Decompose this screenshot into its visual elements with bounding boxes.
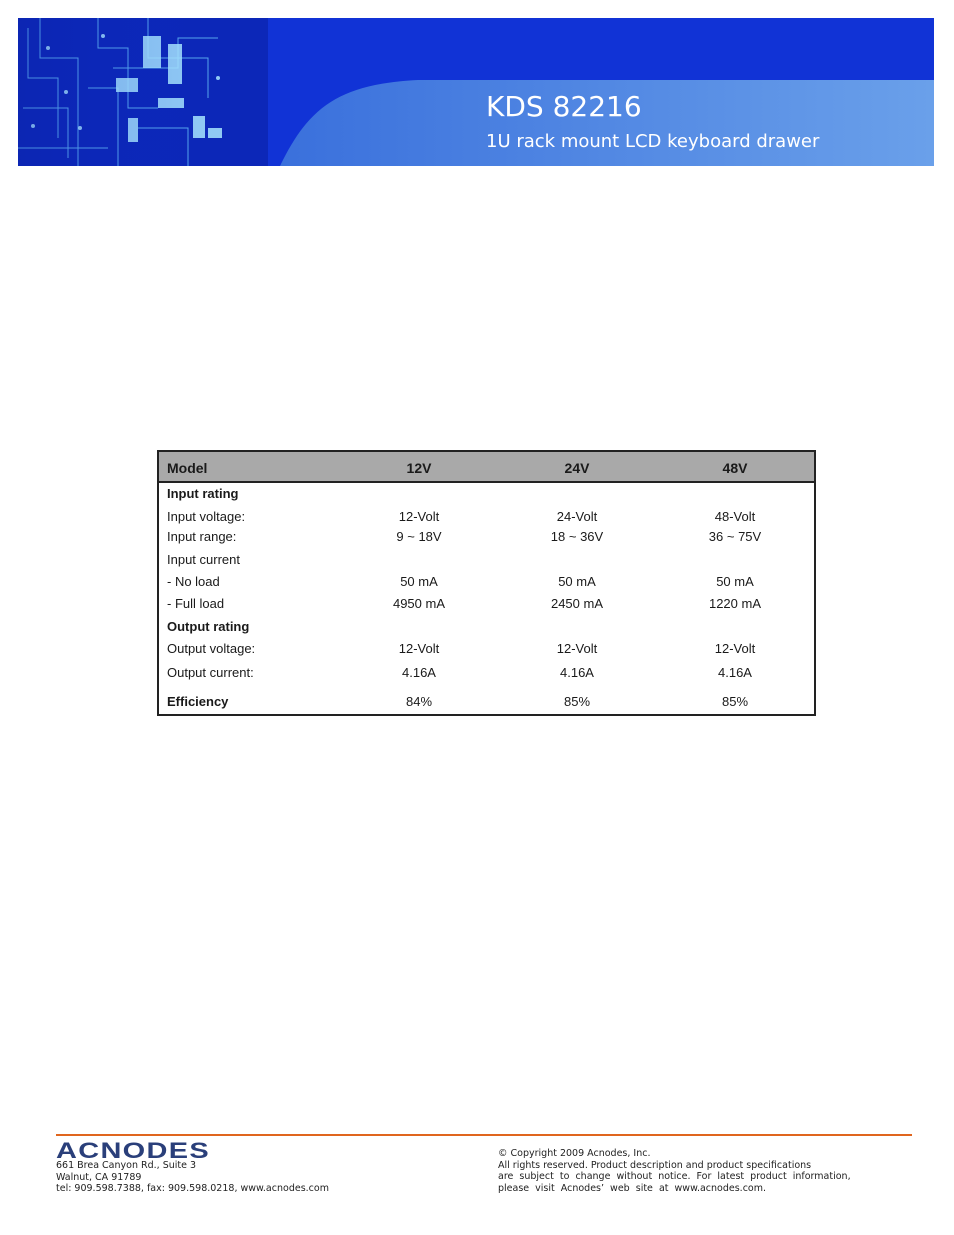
copyright-line: please visit Acnodes’ web site at www.acnodes.com. — [498, 1182, 767, 1194]
cell-24v: 4.16A — [560, 665, 594, 680]
address-line: 661 Brea Canyon Rd., Suite 3 — [56, 1160, 197, 1171]
cell-24v: 85% — [563, 694, 591, 709]
power-spec-table — [157, 450, 816, 716]
row-label: Output current: — [167, 665, 254, 680]
copyright-line: All rights reserved. Product description and product specifications — [498, 1159, 812, 1171]
row-label: Efficiency — [167, 694, 229, 709]
header-model: Model — [167, 460, 208, 476]
footer-divider — [56, 1134, 912, 1136]
cell-24v: 2450 mA — [550, 596, 604, 611]
cell-12v: 50 mA — [400, 574, 438, 589]
document-title: KDS 82216 — [486, 90, 642, 123]
copyright-notice — [498, 1148, 851, 1194]
address-line: Walnut, CA 91789 — [56, 1171, 142, 1183]
cell-12v: 9 ~ 18V — [396, 529, 442, 544]
row-label: Output rating — [167, 619, 250, 634]
cell-24v: 24-Volt — [556, 509, 598, 524]
cell-12v: 12-Volt — [398, 509, 440, 524]
cell-24v: 50 mA — [558, 574, 596, 589]
contact-line: tel: 909.598.7388, fax: 909.598.0218, www.acnodes.com — [56, 1183, 329, 1194]
row-label: Output voltage: — [167, 641, 256, 656]
company-address — [56, 1160, 329, 1195]
acnodes-logo — [56, 1138, 212, 1160]
row-label: Input current — [167, 552, 240, 567]
cell-24v: 18 ~ 36V — [550, 529, 604, 544]
row-label: - Full load — [167, 596, 225, 611]
cell-48v: 4.16A — [718, 665, 752, 680]
header-12v: 12V — [406, 460, 432, 476]
cell-48v: 1220 mA — [708, 596, 762, 611]
copyright-line: © Copyright 2009 Acnodes, Inc. — [498, 1148, 651, 1159]
header-48v: 48V — [722, 460, 748, 476]
header-banner — [18, 18, 934, 166]
cell-48v: 12-Volt — [714, 641, 756, 656]
header-24v: 24V — [564, 460, 590, 476]
cell-24v: 12-Volt — [556, 641, 598, 656]
copyright-line: are subject to change without notice. For latest product information, — [498, 1171, 851, 1182]
svg-text:ACNODES: ACNODES — [56, 1138, 210, 1160]
cell-12v: 4950 mA — [392, 596, 446, 611]
row-label: Input range: — [167, 529, 237, 544]
cell-48v: 48-Volt — [714, 509, 756, 524]
cell-48v: 85% — [721, 694, 749, 709]
table-header-row — [159, 452, 814, 483]
cell-48v: 50 mA — [716, 574, 754, 589]
document-subtitle: 1U rack mount LCD keyboard drawer — [486, 131, 820, 152]
row-label: Input rating — [167, 486, 239, 501]
row-label: - No load — [167, 574, 220, 589]
cell-12v: 4.16A — [402, 665, 436, 680]
cell-48v: 36 ~ 75V — [708, 529, 762, 544]
cell-12v: 84% — [405, 694, 433, 709]
cell-12v: 12-Volt — [398, 641, 440, 656]
row-label: Input voltage: — [167, 509, 246, 524]
